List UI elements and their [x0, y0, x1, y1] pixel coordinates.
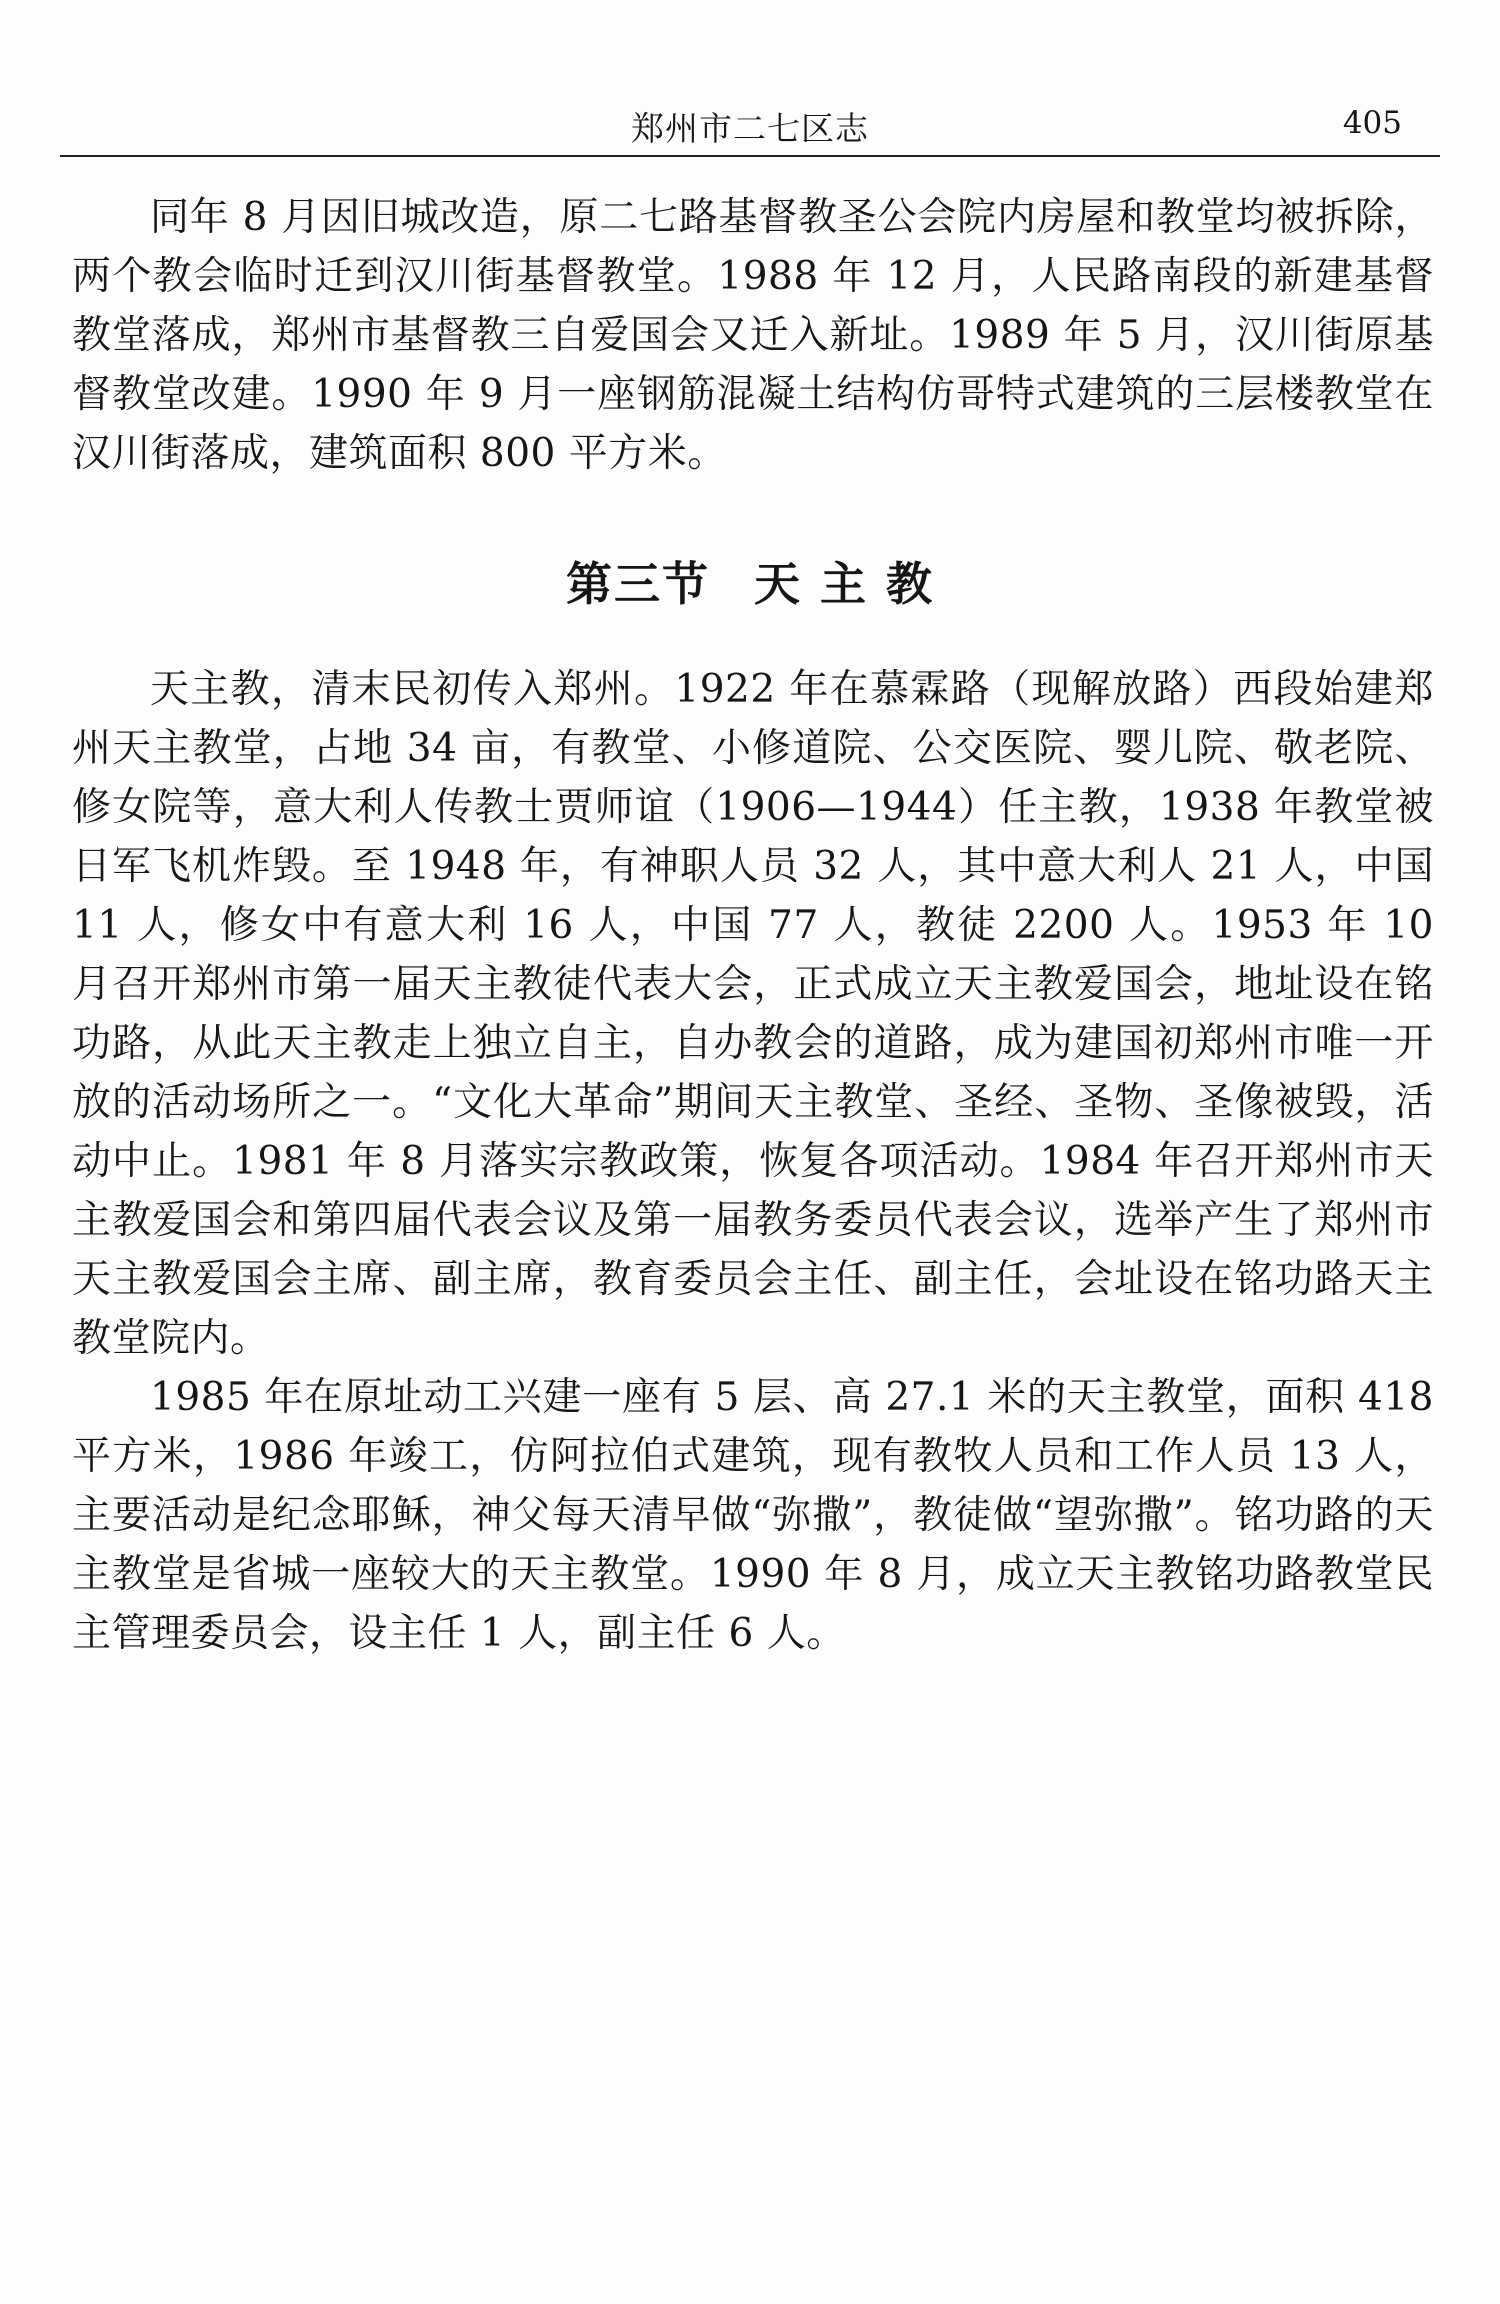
paragraph: 天主教，清末民初传入郑州。1922 年在慕霖路（现解放路）西段始建郑州天主教堂，占地 34 亩，有教堂、小修道院、公交医院、婴儿院、敬老院、修女院等，意大利人传教士贾师谊（1906—1944）任主教，1938 年教堂被日军飞机炸毁。至 1948 年，有神职人员 32 人，其中意大利人 21 人，中国 11 人，修女中有意大利 16 人，中国 77 人，教徒 2200 人。1953 年 10 月召开郑州市第一届天主教徒代表大会，正式成立天主教爱国会，地址设在铭功路，从此天主教走上独立自主，自办教会的道路，成为建国初郑州市唯一开放的活动场所之一。“文化大革命”期间天主教堂、圣经、圣物、圣像被毁，活动中止。1981 年 8 月落实宗教政策，恢复各项活动。1984 年召开郑州市天主教爱国会和第四届代表会议及第一届教务委员代表会议，选举产生了郑州市天主教爱国会主席、副主席，教育委员会主任、副主任，会址设在铭功路天主教堂院内。 — [72, 667, 1434, 1361]
page-number: 405 — [1342, 105, 1402, 141]
intro-text-block — [72, 188, 1434, 483]
book-title: 郑州市二七区志 — [631, 109, 869, 148]
paragraph: 1985 年在原址动工兴建一座有 5 层、高 27.1 米的天主教堂，面积 418 平方米，1986 年竣工，仿阿拉伯式建筑，现有教牧人员和工作人员 13 人，主要活动是纪念耶稣，神父每天清早做“弥撒”，教徒做“望弥撒”。铭功路的天主教堂是省城一座较大的天主教堂。1990 年 8 月，成立天主教铭功路教堂民主管理委员会，设主任 1 人，副主任 6 人。 — [72, 1375, 1434, 1656]
section-title: 天 主 教 — [753, 557, 935, 611]
continued-paragraph: 同年 8 月因旧城改造，原二七路基督教圣公会院内房屋和教堂均被拆除，两个教会临时迁到汉川街基督教堂。1988 年 12 月，人民路南段的新建基督教堂落成，郑州市基督教三自爱国会又迁入新址。1989 年 5 月，汉川街原基督教堂改建。1990 年 9 月一座钢筋混凝土结构仿哥特式建筑的三层楼教堂在汉川街落成，建筑面积 800 平方米。 — [72, 195, 1434, 476]
running-header — [60, 95, 1440, 157]
section-number: 第三节 — [565, 557, 710, 611]
section-heading — [0, 548, 1500, 614]
section-body — [72, 660, 1434, 1663]
